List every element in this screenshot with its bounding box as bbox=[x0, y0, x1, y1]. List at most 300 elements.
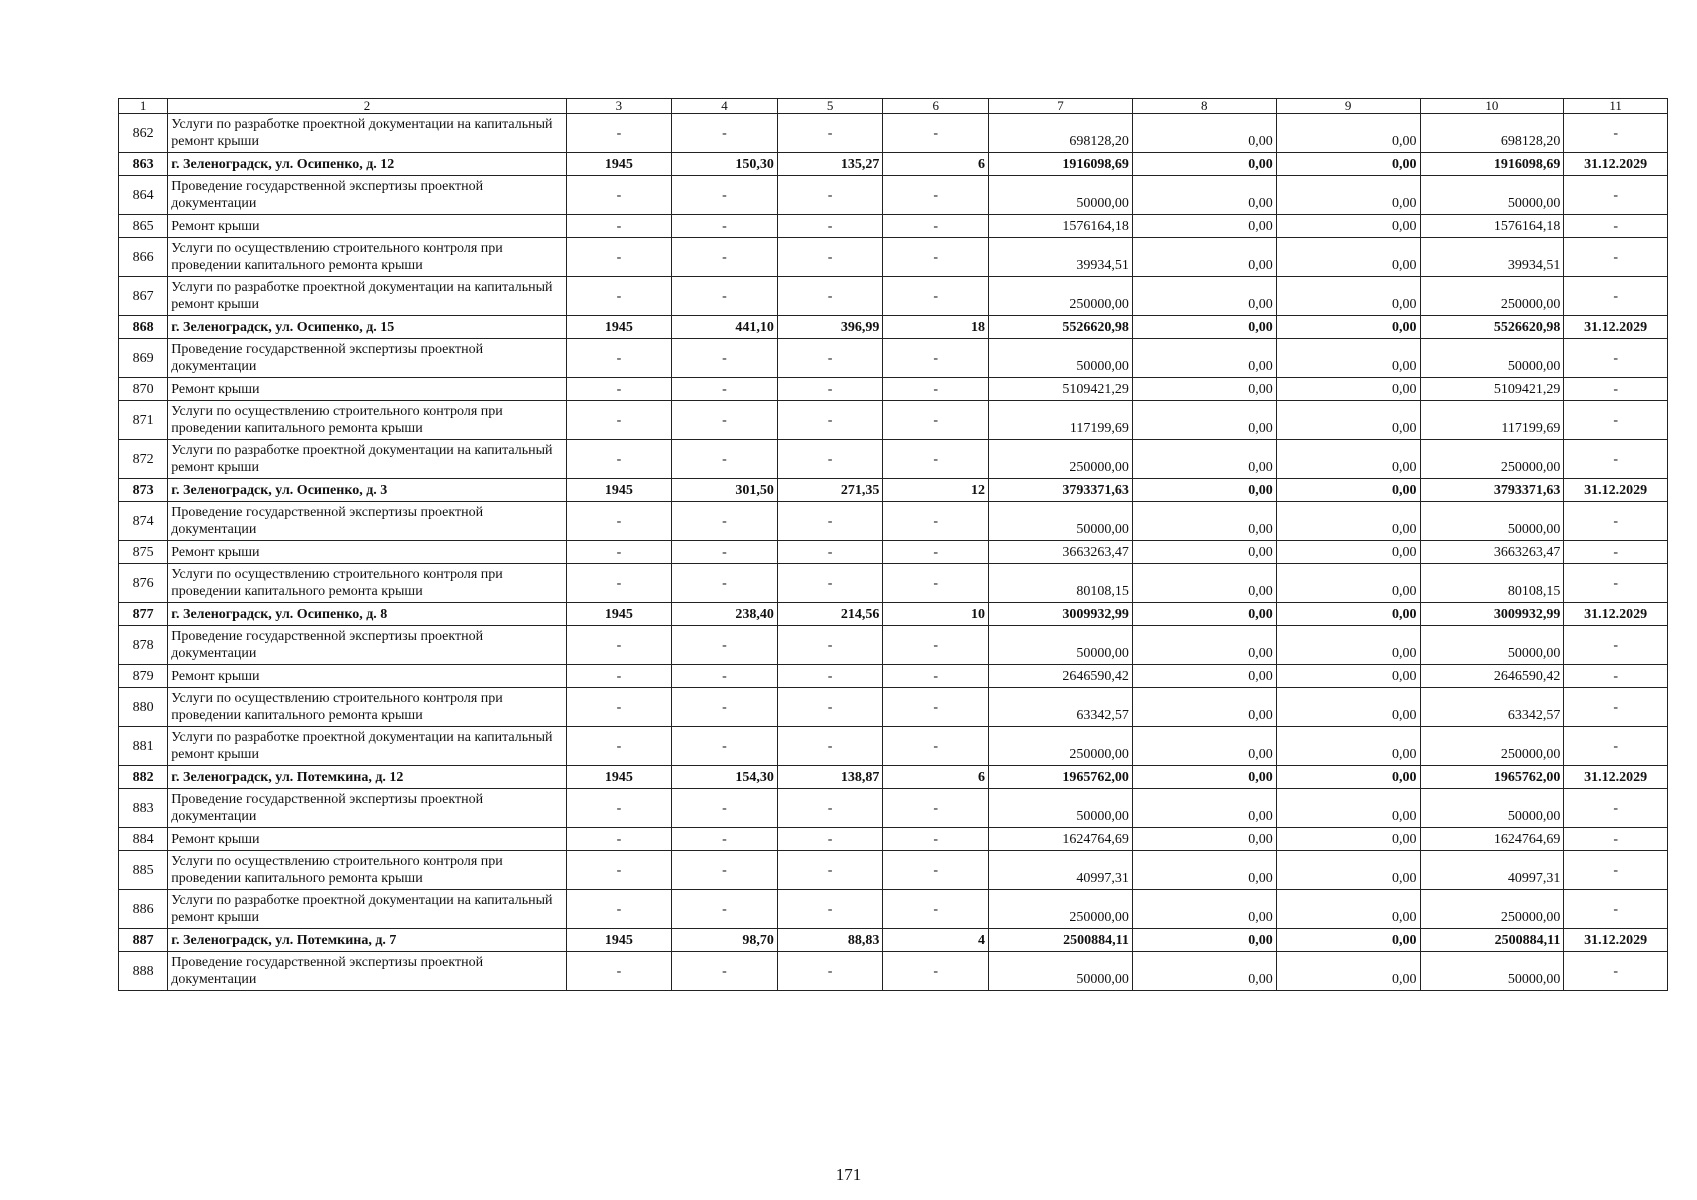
total-cost-cell: 50000,00 bbox=[989, 626, 1133, 665]
total-cost-cell: 5109421,29 bbox=[989, 378, 1133, 401]
total-area-cell: - bbox=[672, 952, 778, 991]
table-row bbox=[119, 378, 1668, 401]
table-row bbox=[119, 665, 1668, 688]
work-name-cell: г. Зеленоградск, ул. Осипенко, д. 15 bbox=[168, 316, 566, 339]
fund-cost-cell: 0,00 bbox=[1132, 665, 1276, 688]
budget-cost-cell: 0,00 bbox=[1276, 215, 1420, 238]
total-cost-cell: 1965762,00 bbox=[989, 766, 1133, 789]
budget-cost-cell: 0,00 bbox=[1276, 277, 1420, 316]
year-cell: - bbox=[566, 401, 672, 440]
deadline-cell: - bbox=[1564, 727, 1668, 766]
deadline-cell: - bbox=[1564, 541, 1668, 564]
table-row bbox=[119, 688, 1668, 727]
deadline-cell: - bbox=[1564, 502, 1668, 541]
budget-cost-cell: 0,00 bbox=[1276, 727, 1420, 766]
total-cost-cell: 1576164,18 bbox=[989, 215, 1133, 238]
year-cell: 1945 bbox=[566, 153, 672, 176]
deadline-cell: 31.12.2029 bbox=[1564, 603, 1668, 626]
total-area-cell: 441,10 bbox=[672, 316, 778, 339]
budget-cost-cell: 0,00 bbox=[1276, 440, 1420, 479]
owners-cost-cell: 1965762,00 bbox=[1420, 766, 1564, 789]
work-name-cell: г. Зеленоградск, ул. Осипенко, д. 12 bbox=[168, 153, 566, 176]
total-cost-cell: 1624764,69 bbox=[989, 828, 1133, 851]
work-name-cell: Ремонт крыши bbox=[168, 828, 566, 851]
total-cost-cell: 50000,00 bbox=[989, 502, 1133, 541]
repair-schedule-table bbox=[118, 98, 1668, 991]
deadline-cell: - bbox=[1564, 277, 1668, 316]
year-cell: - bbox=[566, 688, 672, 727]
owners-cost-cell: 1916098,69 bbox=[1420, 153, 1564, 176]
residents-cell: - bbox=[883, 688, 989, 727]
work-name-cell: г. Зеленоградск, ул. Осипенко, д. 3 bbox=[168, 479, 566, 502]
total-cost-cell: 2646590,42 bbox=[989, 665, 1133, 688]
budget-cost-cell: 0,00 bbox=[1276, 114, 1420, 153]
year-cell: 1945 bbox=[566, 929, 672, 952]
total-area-cell: - bbox=[672, 789, 778, 828]
year-cell: 1945 bbox=[566, 603, 672, 626]
total-area-cell: - bbox=[672, 665, 778, 688]
residents-cell: 18 bbox=[883, 316, 989, 339]
year-cell: - bbox=[566, 851, 672, 890]
column-header: 3 bbox=[566, 99, 672, 114]
table-row bbox=[119, 766, 1668, 789]
year-cell: - bbox=[566, 727, 672, 766]
living-area-cell: - bbox=[777, 665, 883, 688]
work-name-cell: Услуги по осуществлению строительного контроля при проведении капитального ремонта крыши bbox=[168, 401, 566, 440]
living-area-cell: - bbox=[777, 339, 883, 378]
owners-cost-cell: 698128,20 bbox=[1420, 114, 1564, 153]
fund-cost-cell: 0,00 bbox=[1132, 153, 1276, 176]
year-cell: - bbox=[566, 502, 672, 541]
deadline-cell: - bbox=[1564, 828, 1668, 851]
owners-cost-cell: 250000,00 bbox=[1420, 440, 1564, 479]
deadline-cell: 31.12.2029 bbox=[1564, 153, 1668, 176]
living-area-cell: - bbox=[777, 378, 883, 401]
total-area-cell: - bbox=[672, 727, 778, 766]
owners-cost-cell: 50000,00 bbox=[1420, 952, 1564, 991]
residents-cell: - bbox=[883, 851, 989, 890]
residents-cell: 10 bbox=[883, 603, 989, 626]
owners-cost-cell: 3009932,99 bbox=[1420, 603, 1564, 626]
row-number-cell: 870 bbox=[119, 378, 168, 401]
year-cell: 1945 bbox=[566, 766, 672, 789]
deadline-cell: - bbox=[1564, 176, 1668, 215]
row-number-cell: 873 bbox=[119, 479, 168, 502]
residents-cell: - bbox=[883, 502, 989, 541]
row-number-cell: 867 bbox=[119, 277, 168, 316]
living-area-cell: - bbox=[777, 564, 883, 603]
year-cell: - bbox=[566, 339, 672, 378]
owners-cost-cell: 39934,51 bbox=[1420, 238, 1564, 277]
owners-cost-cell: 50000,00 bbox=[1420, 626, 1564, 665]
total-cost-cell: 63342,57 bbox=[989, 688, 1133, 727]
fund-cost-cell: 0,00 bbox=[1132, 766, 1276, 789]
residents-cell: - bbox=[883, 789, 989, 828]
table-row bbox=[119, 789, 1668, 828]
residents-cell: - bbox=[883, 339, 989, 378]
work-name-cell: Услуги по разработке проектной документации на капитальный ремонт крыши bbox=[168, 277, 566, 316]
fund-cost-cell: 0,00 bbox=[1132, 378, 1276, 401]
owners-cost-cell: 1576164,18 bbox=[1420, 215, 1564, 238]
owners-cost-cell: 50000,00 bbox=[1420, 502, 1564, 541]
owners-cost-cell: 50000,00 bbox=[1420, 176, 1564, 215]
total-area-cell: - bbox=[672, 215, 778, 238]
fund-cost-cell: 0,00 bbox=[1132, 688, 1276, 727]
work-name-cell: Ремонт крыши bbox=[168, 665, 566, 688]
row-number-cell: 864 bbox=[119, 176, 168, 215]
deadline-cell: 31.12.2029 bbox=[1564, 316, 1668, 339]
total-cost-cell: 40997,31 bbox=[989, 851, 1133, 890]
total-cost-cell: 3793371,63 bbox=[989, 479, 1133, 502]
living-area-cell: - bbox=[777, 727, 883, 766]
work-name-cell: г. Зеленоградск, ул. Потемкина, д. 12 bbox=[168, 766, 566, 789]
table-row bbox=[119, 890, 1668, 929]
fund-cost-cell: 0,00 bbox=[1132, 626, 1276, 665]
fund-cost-cell: 0,00 bbox=[1132, 114, 1276, 153]
living-area-cell: - bbox=[777, 238, 883, 277]
living-area-cell: - bbox=[777, 440, 883, 479]
table-row bbox=[119, 316, 1668, 339]
year-cell: - bbox=[566, 789, 672, 828]
budget-cost-cell: 0,00 bbox=[1276, 828, 1420, 851]
work-name-cell: Услуги по разработке проектной документации на капитальный ремонт крыши bbox=[168, 890, 566, 929]
fund-cost-cell: 0,00 bbox=[1132, 727, 1276, 766]
owners-cost-cell: 5109421,29 bbox=[1420, 378, 1564, 401]
column-header: 6 bbox=[883, 99, 989, 114]
work-name-cell: Проведение государственной экспертизы проектной документации bbox=[168, 789, 566, 828]
total-area-cell: - bbox=[672, 114, 778, 153]
total-cost-cell: 3009932,99 bbox=[989, 603, 1133, 626]
year-cell: - bbox=[566, 440, 672, 479]
work-name-cell: Услуги по разработке проектной документации на капитальный ремонт крыши bbox=[168, 440, 566, 479]
year-cell: - bbox=[566, 378, 672, 401]
fund-cost-cell: 0,00 bbox=[1132, 952, 1276, 991]
total-cost-cell: 50000,00 bbox=[989, 176, 1133, 215]
table-row bbox=[119, 479, 1668, 502]
table-row bbox=[119, 541, 1668, 564]
total-area-cell: 238,40 bbox=[672, 603, 778, 626]
deadline-cell: - bbox=[1564, 890, 1668, 929]
residents-cell: - bbox=[883, 378, 989, 401]
row-number-cell: 879 bbox=[119, 665, 168, 688]
total-cost-cell: 250000,00 bbox=[989, 277, 1133, 316]
residents-cell: - bbox=[883, 176, 989, 215]
row-number-cell: 862 bbox=[119, 114, 168, 153]
row-number-cell: 882 bbox=[119, 766, 168, 789]
deadline-cell: - bbox=[1564, 401, 1668, 440]
row-number-cell: 866 bbox=[119, 238, 168, 277]
owners-cost-cell: 250000,00 bbox=[1420, 890, 1564, 929]
column-header: 7 bbox=[989, 99, 1133, 114]
work-name-cell: Проведение государственной экспертизы проектной документации bbox=[168, 952, 566, 991]
budget-cost-cell: 0,00 bbox=[1276, 153, 1420, 176]
row-number-cell: 877 bbox=[119, 603, 168, 626]
work-name-cell: Ремонт крыши bbox=[168, 215, 566, 238]
residents-cell: - bbox=[883, 238, 989, 277]
residents-cell: 4 bbox=[883, 929, 989, 952]
owners-cost-cell: 40997,31 bbox=[1420, 851, 1564, 890]
table-row bbox=[119, 952, 1668, 991]
budget-cost-cell: 0,00 bbox=[1276, 401, 1420, 440]
fund-cost-cell: 0,00 bbox=[1132, 401, 1276, 440]
budget-cost-cell: 0,00 bbox=[1276, 851, 1420, 890]
year-cell: - bbox=[566, 890, 672, 929]
total-area-cell: - bbox=[672, 176, 778, 215]
year-cell: - bbox=[566, 665, 672, 688]
fund-cost-cell: 0,00 bbox=[1132, 316, 1276, 339]
owners-cost-cell: 80108,15 bbox=[1420, 564, 1564, 603]
living-area-cell: 138,87 bbox=[777, 766, 883, 789]
owners-cost-cell: 50000,00 bbox=[1420, 789, 1564, 828]
year-cell: - bbox=[566, 215, 672, 238]
total-cost-cell: 250000,00 bbox=[989, 890, 1133, 929]
budget-cost-cell: 0,00 bbox=[1276, 688, 1420, 727]
residents-cell: - bbox=[883, 277, 989, 316]
total-area-cell: - bbox=[672, 851, 778, 890]
living-area-cell: - bbox=[777, 688, 883, 727]
living-area-cell: - bbox=[777, 828, 883, 851]
budget-cost-cell: 0,00 bbox=[1276, 626, 1420, 665]
living-area-cell: - bbox=[777, 114, 883, 153]
budget-cost-cell: 0,00 bbox=[1276, 176, 1420, 215]
deadline-cell: - bbox=[1564, 215, 1668, 238]
deadline-cell: - bbox=[1564, 688, 1668, 727]
total-cost-cell: 1916098,69 bbox=[989, 153, 1133, 176]
deadline-cell: - bbox=[1564, 952, 1668, 991]
budget-cost-cell: 0,00 bbox=[1276, 890, 1420, 929]
year-cell: - bbox=[566, 952, 672, 991]
column-header: 10 bbox=[1420, 99, 1564, 114]
total-cost-cell: 3663263,47 bbox=[989, 541, 1133, 564]
total-area-cell: 150,30 bbox=[672, 153, 778, 176]
row-number-cell: 875 bbox=[119, 541, 168, 564]
row-number-cell: 883 bbox=[119, 789, 168, 828]
budget-cost-cell: 0,00 bbox=[1276, 564, 1420, 603]
deadline-cell: - bbox=[1564, 114, 1668, 153]
total-area-cell: 154,30 bbox=[672, 766, 778, 789]
page-number: 171 bbox=[835, 1165, 862, 1184]
row-number-cell: 888 bbox=[119, 952, 168, 991]
living-area-cell: - bbox=[777, 401, 883, 440]
total-cost-cell: 250000,00 bbox=[989, 440, 1133, 479]
residents-cell: - bbox=[883, 626, 989, 665]
row-number-cell: 878 bbox=[119, 626, 168, 665]
total-cost-cell: 80108,15 bbox=[989, 564, 1133, 603]
fund-cost-cell: 0,00 bbox=[1132, 215, 1276, 238]
budget-cost-cell: 0,00 bbox=[1276, 502, 1420, 541]
fund-cost-cell: 0,00 bbox=[1132, 890, 1276, 929]
total-cost-cell: 698128,20 bbox=[989, 114, 1133, 153]
budget-cost-cell: 0,00 bbox=[1276, 541, 1420, 564]
table-row bbox=[119, 238, 1668, 277]
year-cell: - bbox=[566, 176, 672, 215]
living-area-cell: - bbox=[777, 277, 883, 316]
residents-cell: 12 bbox=[883, 479, 989, 502]
fund-cost-cell: 0,00 bbox=[1132, 277, 1276, 316]
living-area-cell: - bbox=[777, 626, 883, 665]
table-row bbox=[119, 440, 1668, 479]
residents-cell: - bbox=[883, 890, 989, 929]
residents-cell: 6 bbox=[883, 153, 989, 176]
fund-cost-cell: 0,00 bbox=[1132, 479, 1276, 502]
total-area-cell: - bbox=[672, 564, 778, 603]
total-cost-cell: 50000,00 bbox=[989, 339, 1133, 378]
residents-cell: - bbox=[883, 215, 989, 238]
fund-cost-cell: 0,00 bbox=[1132, 851, 1276, 890]
work-name-cell: Проведение государственной экспертизы проектной документации bbox=[168, 176, 566, 215]
total-area-cell: - bbox=[672, 401, 778, 440]
table-row bbox=[119, 277, 1668, 316]
column-header: 8 bbox=[1132, 99, 1276, 114]
column-header: 1 bbox=[119, 99, 168, 114]
deadline-cell: - bbox=[1564, 851, 1668, 890]
table-row bbox=[119, 502, 1668, 541]
year-cell: - bbox=[566, 541, 672, 564]
owners-cost-cell: 2646590,42 bbox=[1420, 665, 1564, 688]
residents-cell: 6 bbox=[883, 766, 989, 789]
total-area-cell: - bbox=[672, 502, 778, 541]
work-name-cell: Услуги по осуществлению строительного контроля при проведении капитального ремонта крыши bbox=[168, 851, 566, 890]
table-row bbox=[119, 929, 1668, 952]
year-cell: - bbox=[566, 828, 672, 851]
total-cost-cell: 2500884,11 bbox=[989, 929, 1133, 952]
total-area-cell: - bbox=[672, 378, 778, 401]
year-cell: - bbox=[566, 564, 672, 603]
table-row bbox=[119, 176, 1668, 215]
year-cell: 1945 bbox=[566, 316, 672, 339]
budget-cost-cell: 0,00 bbox=[1276, 378, 1420, 401]
fund-cost-cell: 0,00 bbox=[1132, 238, 1276, 277]
fund-cost-cell: 0,00 bbox=[1132, 502, 1276, 541]
table-body bbox=[119, 114, 1668, 991]
living-area-cell: - bbox=[777, 215, 883, 238]
table-row bbox=[119, 401, 1668, 440]
row-number-cell: 881 bbox=[119, 727, 168, 766]
column-header: 11 bbox=[1564, 99, 1668, 114]
table-row bbox=[119, 727, 1668, 766]
total-area-cell: - bbox=[672, 688, 778, 727]
residents-cell: - bbox=[883, 440, 989, 479]
total-cost-cell: 50000,00 bbox=[989, 952, 1133, 991]
deadline-cell: - bbox=[1564, 378, 1668, 401]
table-row bbox=[119, 153, 1668, 176]
fund-cost-cell: 0,00 bbox=[1132, 603, 1276, 626]
work-name-cell: Услуги по осуществлению строительного контроля при проведении капитального ремонта крыши bbox=[168, 238, 566, 277]
residents-cell: - bbox=[883, 828, 989, 851]
residents-cell: - bbox=[883, 114, 989, 153]
year-cell: - bbox=[566, 277, 672, 316]
budget-cost-cell: 0,00 bbox=[1276, 766, 1420, 789]
row-number-cell: 863 bbox=[119, 153, 168, 176]
living-area-cell: - bbox=[777, 789, 883, 828]
work-name-cell: г. Зеленоградск, ул. Осипенко, д. 8 bbox=[168, 603, 566, 626]
total-area-cell: 301,50 bbox=[672, 479, 778, 502]
owners-cost-cell: 5526620,98 bbox=[1420, 316, 1564, 339]
budget-cost-cell: 0,00 bbox=[1276, 339, 1420, 378]
column-number-row bbox=[119, 99, 1668, 114]
work-name-cell: Услуги по осуществлению строительного контроля при проведении капитального ремонта крыши bbox=[168, 564, 566, 603]
total-cost-cell: 117199,69 bbox=[989, 401, 1133, 440]
living-area-cell: - bbox=[777, 952, 883, 991]
table-row bbox=[119, 215, 1668, 238]
living-area-cell: - bbox=[777, 502, 883, 541]
total-area-cell: - bbox=[672, 541, 778, 564]
total-area-cell: - bbox=[672, 626, 778, 665]
column-header: 9 bbox=[1276, 99, 1420, 114]
deadline-cell: - bbox=[1564, 789, 1668, 828]
owners-cost-cell: 63342,57 bbox=[1420, 688, 1564, 727]
table-row bbox=[119, 603, 1668, 626]
owners-cost-cell: 117199,69 bbox=[1420, 401, 1564, 440]
total-area-cell: - bbox=[672, 828, 778, 851]
residents-cell: - bbox=[883, 727, 989, 766]
fund-cost-cell: 0,00 bbox=[1132, 564, 1276, 603]
owners-cost-cell: 1624764,69 bbox=[1420, 828, 1564, 851]
row-number-cell: 880 bbox=[119, 688, 168, 727]
fund-cost-cell: 0,00 bbox=[1132, 789, 1276, 828]
residents-cell: - bbox=[883, 564, 989, 603]
living-area-cell: - bbox=[777, 176, 883, 215]
budget-cost-cell: 0,00 bbox=[1276, 238, 1420, 277]
deadline-cell: 31.12.2029 bbox=[1564, 929, 1668, 952]
budget-cost-cell: 0,00 bbox=[1276, 665, 1420, 688]
owners-cost-cell: 250000,00 bbox=[1420, 727, 1564, 766]
residents-cell: - bbox=[883, 952, 989, 991]
total-area-cell: - bbox=[672, 277, 778, 316]
table-row bbox=[119, 851, 1668, 890]
living-area-cell: 396,99 bbox=[777, 316, 883, 339]
work-name-cell: Проведение государственной экспертизы проектной документации bbox=[168, 502, 566, 541]
table-row bbox=[119, 828, 1668, 851]
row-number-cell: 876 bbox=[119, 564, 168, 603]
row-number-cell: 865 bbox=[119, 215, 168, 238]
column-header: 5 bbox=[777, 99, 883, 114]
fund-cost-cell: 0,00 bbox=[1132, 541, 1276, 564]
table-row bbox=[119, 626, 1668, 665]
year-cell: 1945 bbox=[566, 479, 672, 502]
fund-cost-cell: 0,00 bbox=[1132, 929, 1276, 952]
column-header: 4 bbox=[672, 99, 778, 114]
total-area-cell: 98,70 bbox=[672, 929, 778, 952]
table-row bbox=[119, 114, 1668, 153]
budget-cost-cell: 0,00 bbox=[1276, 479, 1420, 502]
column-header: 2 bbox=[168, 99, 566, 114]
row-number-cell: 874 bbox=[119, 502, 168, 541]
budget-cost-cell: 0,00 bbox=[1276, 316, 1420, 339]
row-number-cell: 872 bbox=[119, 440, 168, 479]
total-area-cell: - bbox=[672, 238, 778, 277]
budget-cost-cell: 0,00 bbox=[1276, 929, 1420, 952]
table-row bbox=[119, 564, 1668, 603]
year-cell: - bbox=[566, 238, 672, 277]
row-number-cell: 868 bbox=[119, 316, 168, 339]
residents-cell: - bbox=[883, 665, 989, 688]
deadline-cell: - bbox=[1564, 564, 1668, 603]
row-number-cell: 884 bbox=[119, 828, 168, 851]
row-number-cell: 869 bbox=[119, 339, 168, 378]
row-number-cell: 887 bbox=[119, 929, 168, 952]
deadline-cell: 31.12.2029 bbox=[1564, 479, 1668, 502]
deadline-cell: - bbox=[1564, 626, 1668, 665]
living-area-cell: - bbox=[777, 541, 883, 564]
budget-cost-cell: 0,00 bbox=[1276, 789, 1420, 828]
owners-cost-cell: 2500884,11 bbox=[1420, 929, 1564, 952]
row-number-cell: 885 bbox=[119, 851, 168, 890]
owners-cost-cell: 50000,00 bbox=[1420, 339, 1564, 378]
work-name-cell: Услуги по разработке проектной документации на капитальный ремонт крыши bbox=[168, 727, 566, 766]
living-area-cell: 88,83 bbox=[777, 929, 883, 952]
work-name-cell: Услуги по осуществлению строительного контроля при проведении капитального ремонта крыши bbox=[168, 688, 566, 727]
